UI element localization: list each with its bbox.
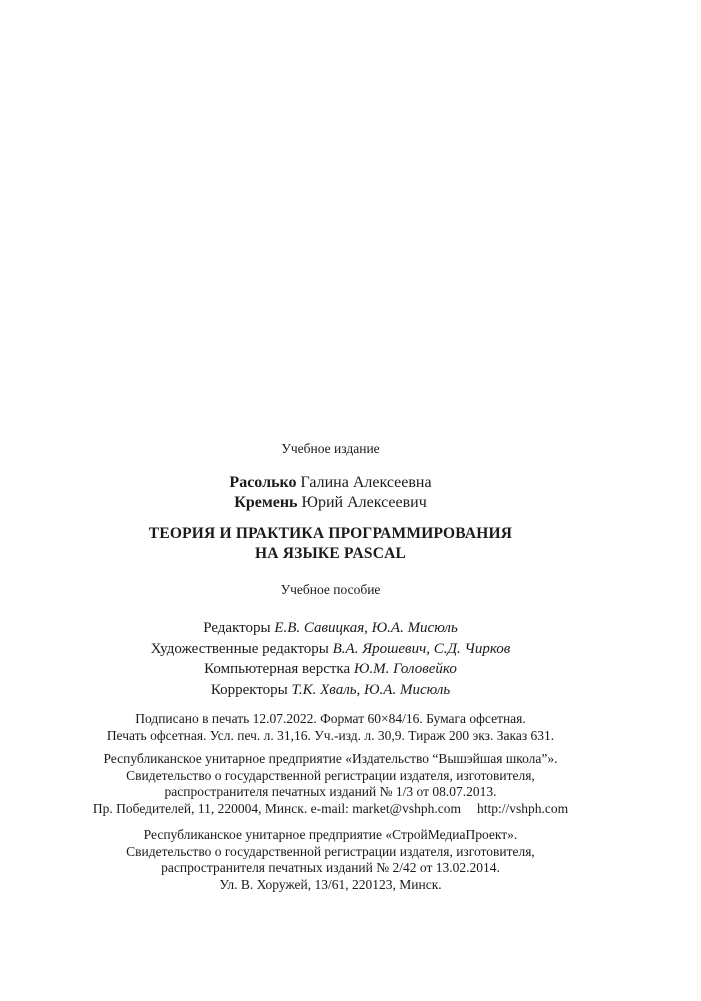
author-2 [0, 493, 661, 513]
publisher-info [0, 751, 661, 817]
staff-layout-role: Компьютерная верстка [204, 661, 351, 677]
staff-proofreaders [0, 680, 661, 701]
book-subtitle-text: Учебное пособие [280, 582, 381, 597]
staff-proofreaders-role: Корректоры [210, 681, 288, 698]
staff-proofreaders-names: Т.К. Хваль, Ю.А. Мисюль [291, 681, 451, 698]
publisher-website: http://vshph.com [476, 800, 569, 816]
print-info [0, 711, 661, 744]
staff-art-editors [0, 639, 661, 660]
book-title [0, 524, 661, 564]
staff-art-editors-role: Художественные редакторы [150, 640, 329, 657]
publisher-line-1: Республиканское унитарное предприятие «Издательство “Вышэйшая школа”». [103, 751, 558, 766]
book-title-line-1: ТЕОРИЯ И ПРАКТИКА ПРОГРАММИРОВАНИЯ [148, 525, 513, 542]
staff-layout-names: Ю.М. Головейко [353, 661, 457, 677]
book-subtitle [0, 582, 661, 598]
staff-editors-role: Редакторы [203, 620, 271, 636]
printer-info [0, 827, 661, 893]
author-2-surname: Кремень [234, 494, 298, 511]
authors [0, 473, 661, 513]
publisher-contacts [0, 801, 661, 818]
staff-editors [0, 618, 661, 639]
staff-layout [0, 659, 661, 680]
print-info-line-1: Подписано в печать 12.07.2022. Формат 60×84/16. Бумага офсетная. [135, 711, 526, 726]
publisher-address: Пр. Победителей, 11, 220004, Минск. e-mail: market@vshph.com [92, 800, 461, 816]
book-title-line-2: НА ЯЗЫКЕ PASCAL [254, 545, 407, 562]
staff-editors-names: Е.В. Савицкая, Ю.А. Мисюль [274, 620, 458, 636]
publisher-line-2: Свидетельство о государственной регистрации издателя, изготовителя, [126, 767, 535, 783]
printer-line-3: распространителя печатных изданий № 2/42 от 13.02.2014. [161, 860, 500, 875]
author-2-given: Юрий Алексеевич [301, 494, 427, 511]
edition-type-text: Учебное издание [281, 441, 380, 456]
edition-type [0, 441, 661, 457]
publisher-line-3: распространителя печатных изданий № 1/3 от 08.07.2013. [164, 784, 497, 799]
author-1 [0, 473, 661, 493]
staff-art-editors-names: В.А. Ярошевич, С.Д. Чирков [332, 640, 511, 657]
printer-address: Ул. В. Хоружей, 13/61, 220123, Минск. [219, 876, 442, 892]
author-1-given: Галина Алексеевна [300, 474, 432, 491]
printer-line-2: Свидетельство о государственной регистрации издателя, изготовителя, [126, 843, 535, 859]
printer-line-1: Республиканское унитарное предприятие «СтройМедиаПроект». [143, 827, 518, 842]
author-1-surname: Расолько [229, 474, 297, 491]
staff-credits [0, 618, 661, 700]
print-info-line-2: Печать офсетная. Усл. печ. л. 31,16. Уч.-изд. л. 30,9. Тираж 200 экз. Заказ 631. [106, 727, 555, 743]
